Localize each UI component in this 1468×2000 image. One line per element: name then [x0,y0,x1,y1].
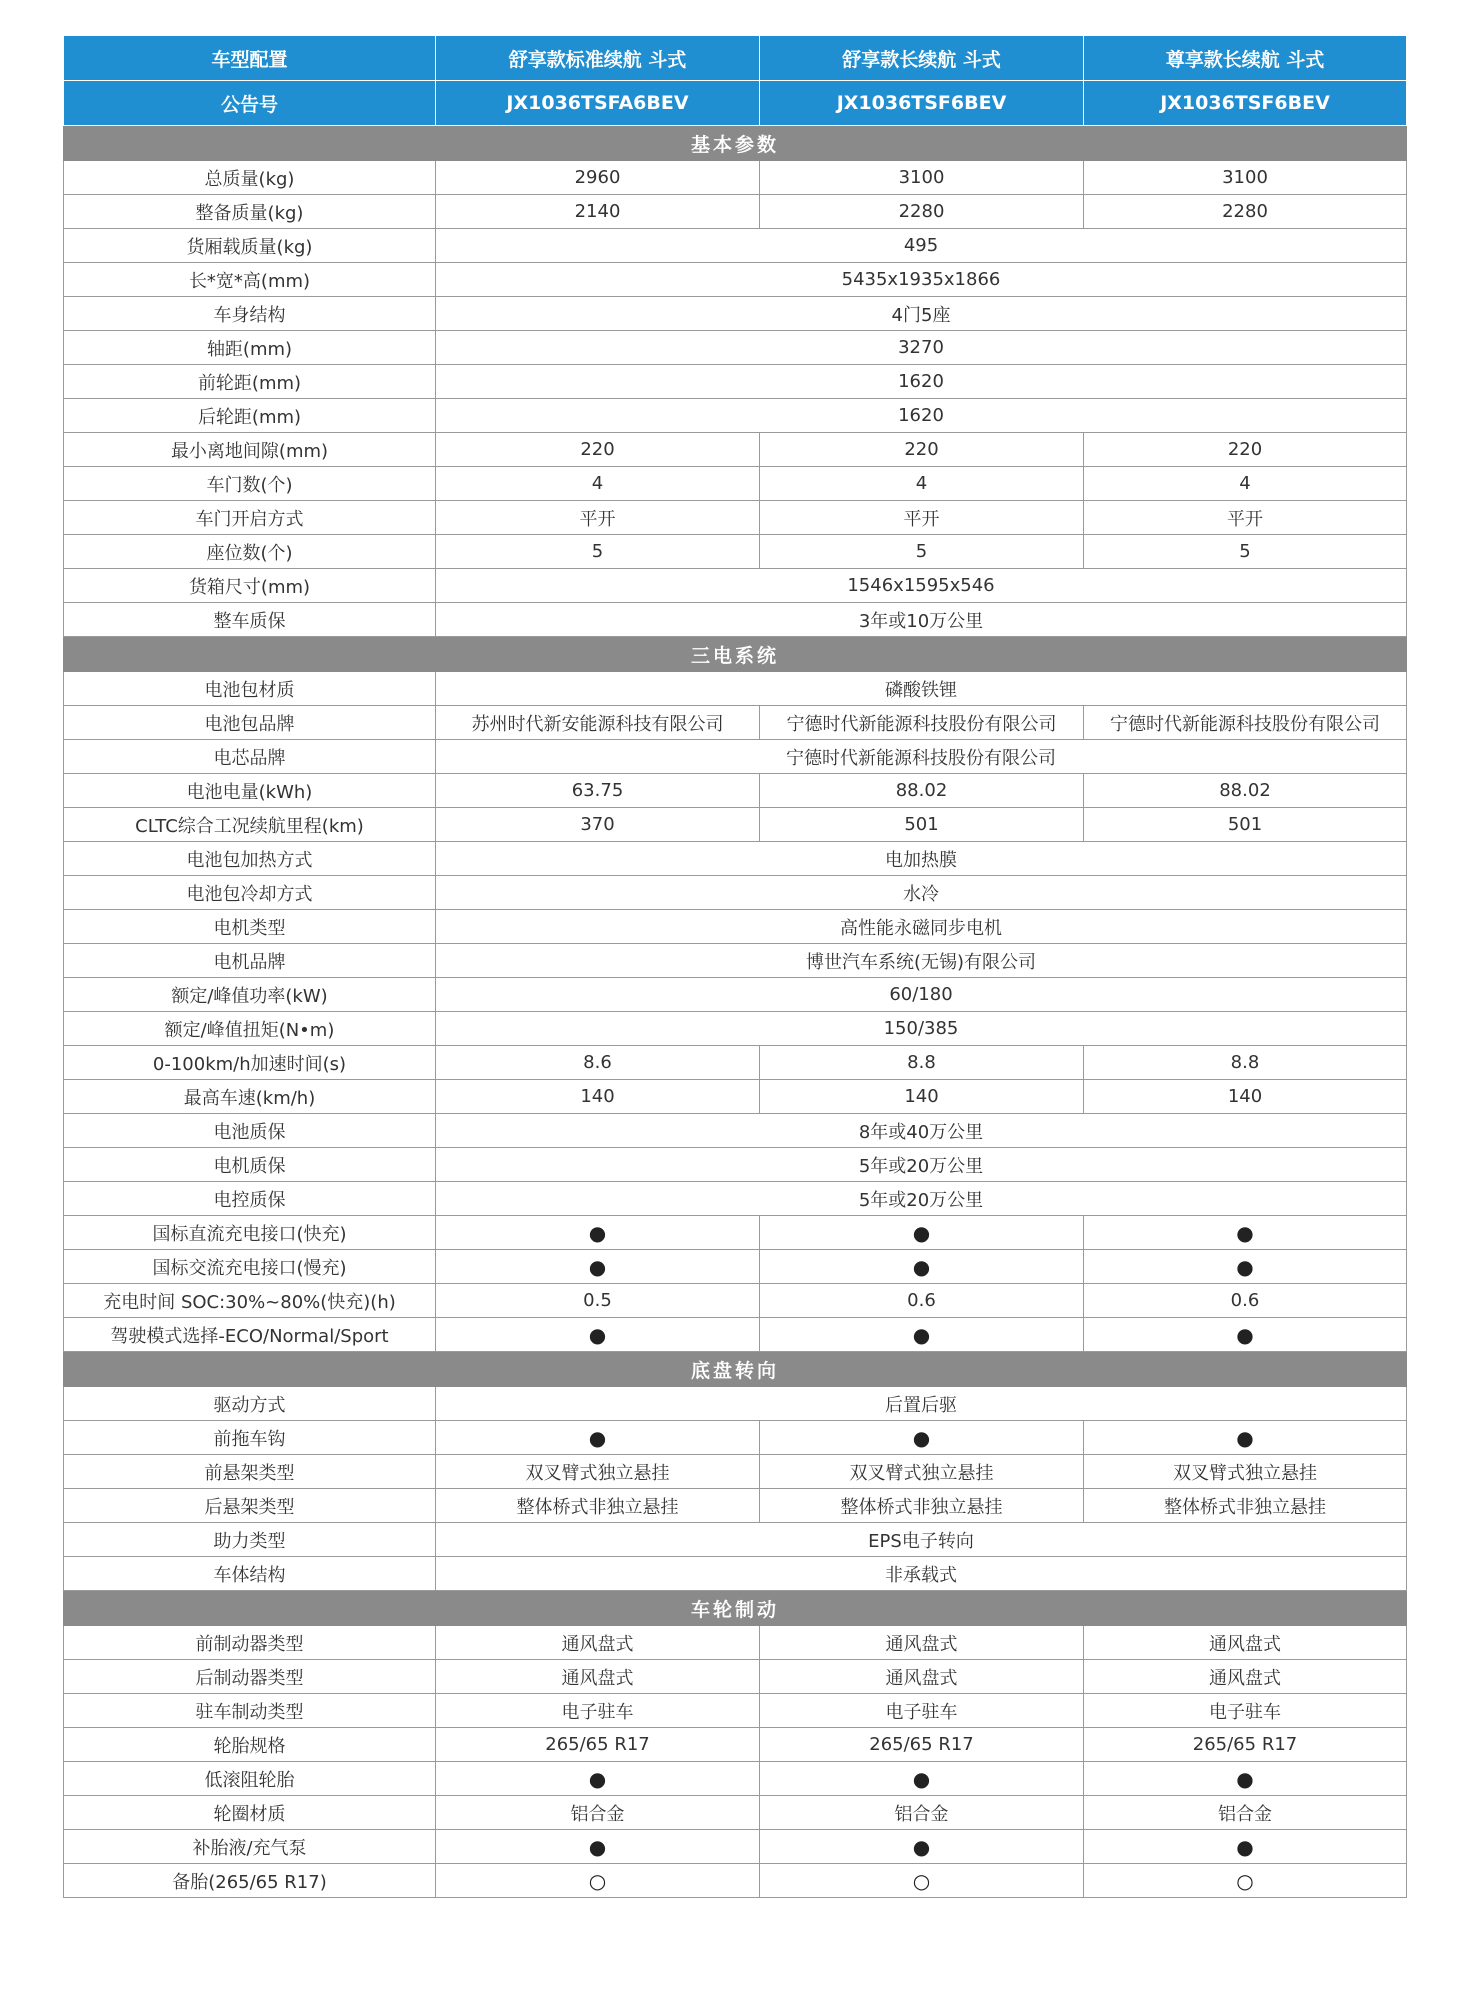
spec-value: 501 [1084,808,1407,842]
spec-value: 博世汽车系统(无锡)有限公司 [436,944,1407,978]
header-notice-2: JX1036TSF6BEV [760,81,1084,126]
spec-table-body [64,36,1407,1898]
spec-value: 非承载式 [436,1557,1407,1591]
spec-value: 220 [436,433,760,467]
spec-label: 前轮距(mm) [64,365,436,399]
spec-row [64,978,1407,1012]
spec-row [64,229,1407,263]
spec-value: 5年或20万公里 [436,1182,1407,1216]
spec-label: 整备质量(kg) [64,195,436,229]
spec-label: 电池质保 [64,1114,436,1148]
spec-value: 双叉臂式独立悬挂 [760,1455,1084,1489]
spec-row [64,1182,1407,1216]
spec-label: 国标直流充电接口(快充) [64,1216,436,1250]
spec-value: 5 [760,535,1084,569]
spec-label: 电池包加热方式 [64,842,436,876]
spec-value: 电子驻车 [760,1694,1084,1728]
spec-row [64,1523,1407,1557]
spec-value: ● [1084,1216,1407,1250]
header-row-notice [64,81,1407,126]
spec-value: 通风盘式 [1084,1626,1407,1660]
spec-value: ● [1084,1830,1407,1864]
spec-row [64,501,1407,535]
spec-value: 平开 [1084,501,1407,535]
spec-label: 前悬架类型 [64,1455,436,1489]
spec-value: 3100 [1084,161,1407,195]
header-label-notice: 公告号 [64,81,436,126]
spec-row [64,1455,1407,1489]
spec-value: ● [1084,1421,1407,1455]
spec-value: ● [760,1216,1084,1250]
spec-value: 4门5座 [436,297,1407,331]
spec-label: 车体结构 [64,1557,436,1591]
spec-label: 助力类型 [64,1523,436,1557]
spec-row [64,842,1407,876]
spec-label: 电机类型 [64,910,436,944]
spec-value: 220 [760,433,1084,467]
spec-value: 整体桥式非独立悬挂 [760,1489,1084,1523]
spec-row [64,1728,1407,1762]
spec-row [64,1216,1407,1250]
section-title: 基本参数 [64,126,1407,161]
spec-value: ● [436,1216,760,1250]
spec-value: 平开 [760,501,1084,535]
spec-label: 轴距(mm) [64,331,436,365]
spec-value: 140 [1084,1080,1407,1114]
spec-row [64,331,1407,365]
spec-value: ● [760,1250,1084,1284]
spec-label: 补胎液/充气泵 [64,1830,436,1864]
spec-value: 60/180 [436,978,1407,1012]
spec-row [64,944,1407,978]
spec-row [64,467,1407,501]
spec-value: 0.6 [760,1284,1084,1318]
section-title: 底盘转向 [64,1352,1407,1387]
spec-row [64,1012,1407,1046]
spec-row [64,1250,1407,1284]
spec-label: 电机质保 [64,1148,436,1182]
spec-label: 后轮距(mm) [64,399,436,433]
spec-value: 8.6 [436,1046,760,1080]
spec-row [64,1796,1407,1830]
spec-value: 8.8 [760,1046,1084,1080]
spec-value: 370 [436,808,760,842]
section-header-row [64,126,1407,161]
spec-value: 5 [1084,535,1407,569]
spec-value: 265/65 R17 [436,1728,760,1762]
spec-row [64,706,1407,740]
spec-value: 8.8 [1084,1046,1407,1080]
spec-value: 2960 [436,161,760,195]
spec-value: 265/65 R17 [1084,1728,1407,1762]
spec-value: 88.02 [760,774,1084,808]
spec-row [64,1148,1407,1182]
spec-row [64,297,1407,331]
spec-value: 磷酸铁锂 [436,672,1407,706]
spec-label: 电控质保 [64,1182,436,1216]
spec-label: 最高车速(km/h) [64,1080,436,1114]
spec-value: 宁德时代新能源科技股份有限公司 [436,740,1407,774]
spec-label: 电池包材质 [64,672,436,706]
spec-row [64,433,1407,467]
spec-value: ● [1084,1250,1407,1284]
header-row-model [64,36,1407,81]
spec-value: 铝合金 [436,1796,760,1830]
spec-label: 总质量(kg) [64,161,436,195]
spec-label: 货箱尺寸(mm) [64,569,436,603]
spec-row [64,1318,1407,1352]
spec-value: 0.6 [1084,1284,1407,1318]
spec-row [64,195,1407,229]
spec-value: 整体桥式非独立悬挂 [1084,1489,1407,1523]
spec-value: 265/65 R17 [760,1728,1084,1762]
spec-value: 高性能永磁同步电机 [436,910,1407,944]
spec-row [64,365,1407,399]
spec-value: 8年或40万公里 [436,1114,1407,1148]
spec-label: 备胎(265/65 R17) [64,1864,436,1898]
spec-value: 150/385 [436,1012,1407,1046]
spec-value: 铝合金 [760,1796,1084,1830]
header-model-1: 舒享款标准续航 斗式 [436,36,760,81]
header-label-model: 车型配置 [64,36,436,81]
spec-row [64,1421,1407,1455]
spec-value: ● [760,1421,1084,1455]
spec-value: 0.5 [436,1284,760,1318]
spec-value: 平开 [436,501,760,535]
spec-value: 铝合金 [1084,1796,1407,1830]
spec-label: 前拖车钩 [64,1421,436,1455]
spec-row [64,1762,1407,1796]
spec-label: 0-100km/h加速时间(s) [64,1046,436,1080]
section-header-row [64,637,1407,672]
spec-value: 双叉臂式独立悬挂 [436,1455,760,1489]
spec-row [64,1694,1407,1728]
spec-value: ● [760,1762,1084,1796]
spec-value: 后置后驱 [436,1387,1407,1421]
spec-row [64,1387,1407,1421]
spec-label: 电池包品牌 [64,706,436,740]
spec-value: EPS电子转向 [436,1523,1407,1557]
spec-value: ○ [436,1864,760,1898]
spec-value: ● [760,1830,1084,1864]
spec-value: 通风盘式 [760,1660,1084,1694]
spec-label: 额定/峰值扭矩(N•m) [64,1012,436,1046]
spec-label: 电芯品牌 [64,740,436,774]
spec-value: 63.75 [436,774,760,808]
spec-value: 5435x1935x1866 [436,263,1407,297]
spec-value: ● [436,1250,760,1284]
spec-row [64,1864,1407,1898]
spec-value: 通风盘式 [760,1626,1084,1660]
spec-label: 前制动器类型 [64,1626,436,1660]
spec-value: 501 [760,808,1084,842]
spec-row [64,1284,1407,1318]
spec-value: 电加热膜 [436,842,1407,876]
spec-label: 长*宽*高(mm) [64,263,436,297]
spec-value: 2280 [760,195,1084,229]
spec-value: ○ [760,1864,1084,1898]
spec-value: 5 [436,535,760,569]
spec-row [64,535,1407,569]
spec-label: 驾驶模式选择-ECO/Normal/Sport [64,1318,436,1352]
header-notice-1: JX1036TSFA6BEV [436,81,760,126]
spec-row [64,910,1407,944]
spec-label: 后悬架类型 [64,1489,436,1523]
spec-label: 额定/峰值功率(kW) [64,978,436,1012]
spec-value: 495 [436,229,1407,263]
spec-value: 3270 [436,331,1407,365]
spec-value: 88.02 [1084,774,1407,808]
section-header-row [64,1352,1407,1387]
spec-value: 4 [760,467,1084,501]
spec-value: 1546x1595x546 [436,569,1407,603]
spec-row [64,672,1407,706]
spec-label: CLTC综合工况续航里程(km) [64,808,436,842]
spec-label: 电池电量(kWh) [64,774,436,808]
spec-row [64,876,1407,910]
header-model-2: 舒享款长续航 斗式 [760,36,1084,81]
spec-value: ● [760,1318,1084,1352]
spec-value: 2280 [1084,195,1407,229]
spec-label: 低滚阻轮胎 [64,1762,436,1796]
spec-value: 3100 [760,161,1084,195]
header-model-3: 尊享款长续航 斗式 [1084,36,1407,81]
spec-row [64,1830,1407,1864]
spec-row [64,263,1407,297]
spec-value: 电子驻车 [436,1694,760,1728]
section-title: 车轮制动 [64,1591,1407,1626]
header-notice-3: JX1036TSF6BEV [1084,81,1407,126]
spec-label: 电机品牌 [64,944,436,978]
spec-label: 座位数(个) [64,535,436,569]
spec-label: 驻车制动类型 [64,1694,436,1728]
spec-value: 宁德时代新能源科技股份有限公司 [1084,706,1407,740]
spec-row [64,1114,1407,1148]
spec-value: ● [436,1830,760,1864]
spec-value: 通风盘式 [436,1626,760,1660]
spec-row [64,1489,1407,1523]
spec-value: 1620 [436,365,1407,399]
spec-value: 双叉臂式独立悬挂 [1084,1455,1407,1489]
spec-row [64,569,1407,603]
spec-label: 国标交流充电接口(慢充) [64,1250,436,1284]
spec-value: 3年或10万公里 [436,603,1407,637]
spec-label: 车身结构 [64,297,436,331]
spec-value: 水冷 [436,876,1407,910]
spec-value: 通风盘式 [1084,1660,1407,1694]
section-header-row [64,1591,1407,1626]
spec-value: 140 [760,1080,1084,1114]
spec-label: 充电时间 SOC:30%~80%(快充)(h) [64,1284,436,1318]
spec-row [64,161,1407,195]
spec-value: 苏州时代新安能源科技有限公司 [436,706,760,740]
spec-label: 整车质保 [64,603,436,637]
spec-value: 220 [1084,433,1407,467]
spec-row [64,603,1407,637]
spec-value: 4 [436,467,760,501]
spec-label: 后制动器类型 [64,1660,436,1694]
spec-label: 驱动方式 [64,1387,436,1421]
spec-row [64,808,1407,842]
spec-value: 5年或20万公里 [436,1148,1407,1182]
spec-label: 车门数(个) [64,467,436,501]
spec-value: ○ [1084,1864,1407,1898]
spec-value: ● [436,1421,760,1455]
spec-value: 电子驻车 [1084,1694,1407,1728]
spec-row [64,1660,1407,1694]
spec-value: 整体桥式非独立悬挂 [436,1489,760,1523]
spec-row [64,1626,1407,1660]
spec-table [63,35,1407,1898]
spec-label: 轮圈材质 [64,1796,436,1830]
spec-row [64,1046,1407,1080]
spec-value: ● [436,1762,760,1796]
spec-value: 4 [1084,467,1407,501]
spec-value: ● [1084,1318,1407,1352]
spec-row [64,1557,1407,1591]
section-title: 三电系统 [64,637,1407,672]
spec-value: 2140 [436,195,760,229]
spec-row [64,1080,1407,1114]
spec-value: 140 [436,1080,760,1114]
spec-label: 轮胎规格 [64,1728,436,1762]
spec-value: ● [436,1318,760,1352]
spec-value: 通风盘式 [436,1660,760,1694]
spec-value: ● [1084,1762,1407,1796]
spec-label: 最小离地间隙(mm) [64,433,436,467]
spec-row [64,774,1407,808]
spec-label: 货厢载质量(kg) [64,229,436,263]
spec-value: 宁德时代新能源科技股份有限公司 [760,706,1084,740]
spec-row [64,399,1407,433]
spec-label: 电池包冷却方式 [64,876,436,910]
spec-value: 1620 [436,399,1407,433]
spec-label: 车门开启方式 [64,501,436,535]
spec-row [64,740,1407,774]
